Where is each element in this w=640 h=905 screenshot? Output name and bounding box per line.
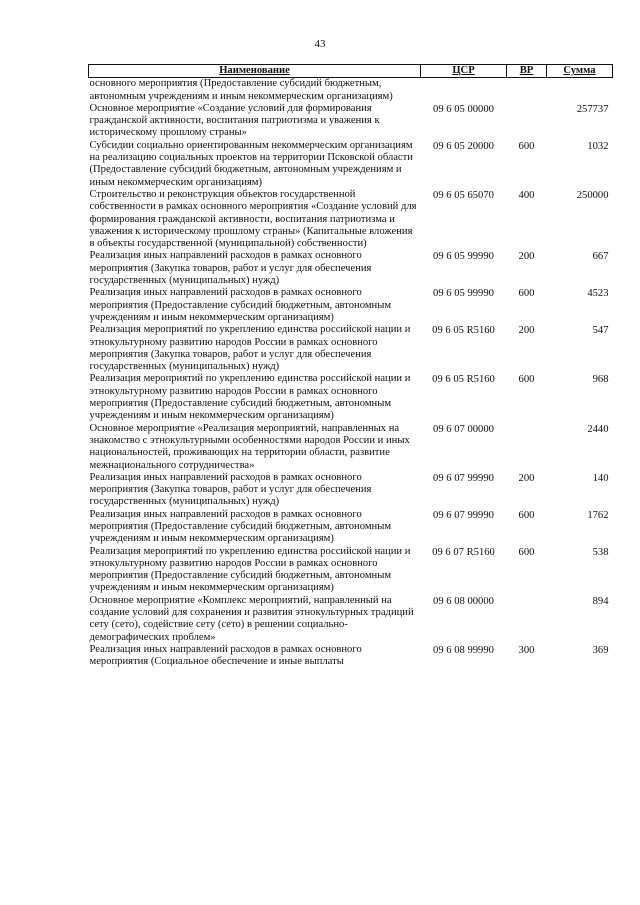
row-vr: 200 bbox=[518, 325, 535, 337]
page-number: 43 bbox=[314, 38, 326, 50]
table-row bbox=[89, 509, 613, 546]
table-header-row bbox=[89, 65, 613, 78]
header-sum: Сумма bbox=[547, 65, 613, 78]
row-sum: 369 bbox=[592, 644, 609, 656]
table-row bbox=[89, 78, 613, 103]
row-csr: 09 6 05 20000 bbox=[433, 140, 494, 152]
row-sum: 140 bbox=[592, 472, 609, 484]
row-csr: 09 6 05 00000 bbox=[433, 103, 494, 115]
row-sum: 667 bbox=[592, 251, 609, 263]
table-row bbox=[89, 103, 613, 140]
row-csr: 09 6 08 00000 bbox=[433, 595, 494, 607]
row-vr bbox=[507, 595, 547, 644]
row-vr: 200 bbox=[518, 251, 535, 263]
table-row bbox=[89, 189, 613, 250]
row-name: Реализация иных направлений расходов в рамках основного мероприятия (Предоставление субсидий бюджетным, автономным учреждениям и иным некоммерческим организациям) bbox=[89, 508, 392, 545]
row-name: Реализация иных направлений расходов в рамках основного мероприятия (Социальное обеспечение и иные выплаты bbox=[89, 643, 362, 668]
row-vr bbox=[507, 423, 547, 472]
row-name: Строительство и реконструкция объектов государственной собственности в рамках основного мероприятия «Создание условий для формирования гражданской активности, воспитания патриотизма и уважения к историческому прошлому страны» (Капитальные вложения в объекты государственной (муниципальной) собственности) bbox=[89, 188, 417, 250]
row-csr: 09 6 07 00000 bbox=[433, 423, 494, 435]
row-vr: 600 bbox=[518, 140, 535, 152]
budget-table bbox=[88, 64, 613, 669]
row-name: Субсидии социально ориентированным некоммерческим организациям на реализацию социальных проектов на территории Псковской области (Предоставление субсидий бюджетным, автономным учреждениям и иным некоммерческим организациям) bbox=[89, 139, 413, 188]
row-name: Реализация иных направлений расходов в рамках основного мероприятия (Предоставление субсидий бюджетным, автономным учреждениям и иным некоммерческим организациям) bbox=[89, 287, 392, 323]
row-sum bbox=[547, 78, 613, 103]
table-row bbox=[89, 250, 613, 287]
row-csr: 09 6 05 99990 bbox=[433, 251, 494, 263]
row-vr: 600 bbox=[518, 509, 535, 521]
row-csr: 09 6 05 65070 bbox=[433, 189, 494, 201]
row-sum: 547 bbox=[592, 325, 609, 337]
row-vr: 600 bbox=[518, 374, 535, 386]
header-name: Наименование bbox=[89, 65, 421, 78]
row-csr: 09 6 05 R5160 bbox=[432, 374, 495, 386]
row-name: Основное мероприятие «Создание условий для формирования гражданской активности, воспитания патриотизма и уважения к историческому прошлому страны» bbox=[89, 102, 380, 139]
row-sum: 257737 bbox=[576, 103, 609, 115]
row-sum: 1032 bbox=[587, 140, 609, 152]
table-row bbox=[89, 546, 613, 595]
table-row bbox=[89, 373, 613, 422]
row-vr: 300 bbox=[518, 644, 535, 656]
row-name: Реализация иных направлений расходов в рамках основного мероприятия (Закупка товаров, работ и услуг для обеспечения государственных (муниципальных) нужд) bbox=[89, 250, 372, 287]
header-vr: ВР bbox=[507, 65, 547, 78]
row-name: Реализация мероприятий по укреплению единства российской нации и этнокультурному развитию народов России в рамках основного мероприятия (Закупка товаров, работ и услуг для обеспечения государственных (муниципальных) нужд) bbox=[89, 324, 411, 373]
row-name: основного мероприятия (Предоставление субсидий бюджетным, автономным учреждениям и иным некоммерческим организациям) bbox=[89, 78, 393, 102]
table-row bbox=[89, 472, 613, 509]
row-name: Реализация мероприятий по укреплению единства российской нации и этнокультурному развитию народов России в рамках основного мероприятия (Предоставление субсидий бюджетным, автономным учреждениям и иным некоммерческим организациям) bbox=[89, 545, 411, 594]
row-vr bbox=[507, 78, 547, 103]
row-csr bbox=[421, 78, 507, 103]
table-row bbox=[89, 423, 613, 472]
table-row bbox=[89, 644, 613, 669]
row-csr: 09 6 07 99990 bbox=[433, 509, 494, 521]
row-vr: 200 bbox=[518, 472, 535, 484]
row-vr bbox=[507, 103, 547, 140]
row-csr: 09 6 07 99990 bbox=[433, 472, 494, 484]
row-csr: 09 6 05 R5160 bbox=[432, 325, 495, 337]
row-sum: 1762 bbox=[587, 509, 609, 521]
row-vr: 400 bbox=[518, 189, 535, 201]
row-name: Реализация иных направлений расходов в рамках основного мероприятия (Закупка товаров, работ и услуг для обеспечения государственных (муниципальных) нужд) bbox=[89, 471, 372, 508]
row-vr: 600 bbox=[518, 546, 535, 558]
row-vr: 600 bbox=[518, 288, 535, 300]
row-sum: 968 bbox=[592, 374, 609, 386]
row-sum: 4523 bbox=[587, 288, 609, 300]
table-row bbox=[89, 140, 613, 189]
row-csr: 09 6 08 99990 bbox=[433, 644, 494, 656]
row-sum: 894 bbox=[592, 595, 609, 607]
header-csr: ЦСР bbox=[421, 65, 507, 78]
row-sum: 250000 bbox=[576, 189, 609, 201]
row-sum: 2440 bbox=[587, 423, 609, 435]
row-csr: 09 6 07 R5160 bbox=[432, 546, 495, 558]
table-row bbox=[89, 287, 613, 324]
row-sum: 538 bbox=[592, 546, 609, 558]
table-row bbox=[89, 595, 613, 644]
row-name: Реализация мероприятий по укреплению единства российской нации и этнокультурному развитию народов России в рамках основного мероприятия (Предоставление субсидий бюджетным, автономным учреждениям и иным некоммерческим организациям) bbox=[89, 373, 411, 422]
table-row bbox=[89, 324, 613, 373]
row-name: Основное мероприятие «Комплекс мероприятий, направленный на создание условий для сохранения и развития этнокультурных традиций сету (сето), содействие сету (сето) в решении социально-демографических проблем» bbox=[89, 594, 414, 643]
row-name: Основное мероприятие «Реализация мероприятий, направленных на знакомство с этнокультурными особенностями народов России и иных национальностей, проживающих на территории области, развитие межнационального сотрудничества» bbox=[89, 422, 410, 471]
row-csr: 09 6 05 99990 bbox=[433, 288, 494, 300]
